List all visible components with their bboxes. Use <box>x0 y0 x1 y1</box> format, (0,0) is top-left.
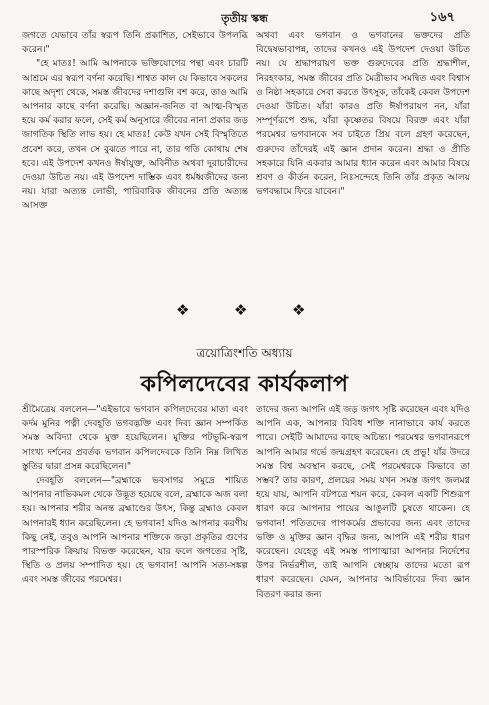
flower-ornament-icon: ❖ <box>234 301 248 319</box>
chapter-title: কপিলদেবের কার্যকলাপ <box>140 371 349 397</box>
lower-right-column <box>256 403 470 703</box>
paragraph: "হে মাতঃ! আমি আপনাকে ভক্তিযোগের পন্থা এবং চারটি আশ্রমে এর স্বরূপ বর্ণনা করেছি। শাশ্বত কাল যে কিভাবে সকলের কাছে অদৃশ্য থেকে, সমস্ত জীবদের দশাগুলি বশ করে, তাও আমি আপনার কাছে বর্ণনা করেছি। অজ্ঞান-জনিত বা আত্ম-বিস্মৃত হয়ে কর্ম করার ফলে, সেই কর্ম অনুসারে জীবের নানা প্রকার জড় জাগতিক স্থিতি লাভ হয়। হে মাতঃ! কেউ যখন সেই বিস্মৃতিতে প্রবেশ করে, তখন সে বুঝতে পারে না, তার গতি কোথায় শেষ হবে। এই উপদেশ কখনও ঈর্ষাযুক্ত, অবিনীত অথবা দুরাচারীদের দেওয়া উচিত নয়। এই উপদেশ দাম্ভিক এবং ধর্মধ্বজীদের জন্য নয়। যারা অত্যন্ত লোভী, পারিবারিক জীবনের প্রতি অত্যন্ত আসক্ত <box>22 58 248 212</box>
section-title: তৃতীয় স্কন্ধ <box>221 12 268 25</box>
paragraph: শ্রীমৈত্রেয় বললেন—"এইভাবে ভগবান কপিলদেবের মাতা এবং কর্দম মুনির পত্নী দেবহূতি ভগবদ্ভক্তি এবং দিব্য জ্ঞান সম্পর্কিত সমস্ত অবিদ্যা থেকে মুক্ত হয়েছিলেন। মুক্তির পটভূমি-স্বরূপ সাংখ্য দর্শনের প্রবর্তক ভগবান কপিলদেবকে তিনি নিম্ন লিখিত স্তুতির দ্বারা প্রসন্ন করেছিলেন।" <box>22 404 248 472</box>
upper-left-column <box>22 29 248 300</box>
running-header <box>30 8 459 26</box>
upper-right-column <box>256 29 470 300</box>
ornament-row <box>0 301 489 319</box>
flower-ornament-icon: ❖ <box>292 301 306 319</box>
paragraph: অথবা এবং ভগবান ও ভগবানের ভক্তদের প্রতি বিদ্বেষভাবাপন্ন, তাদের কখনও এই উপদেশ দেওয়া উচিত নয়। যে শ্রদ্ধাপরায়ণ ভক্ত গুরুদেবের প্রতি শ্রদ্ধাশীল, নিরহংকার, সমস্ত জীবের প্রতি মৈত্রীভাব সমন্বিত এবং বিশ্বাস ও নিষ্ঠা সহকারে সেবা করতে উৎসুক, তাঁকেই কেবল উপদেশ দেওয়া উচিত। যাঁরা কারও প্রতি ঈর্ষাপরায়ণ নন, যাঁরা সম্পূর্ণরূপে শুদ্ধ, যাঁরা কৃষ্ণেতর বিষয়ে বিরক্ত এবং যাঁরা পরমেশ্বর ভগবানকে সব চাইতে প্রিয় বলে গ্রহণ করেছেন, গুরুদেব তাঁদেরই এই জ্ঞান প্রদান করেন। শ্রদ্ধা ও প্রীতি সহকারে যিনি একবার আমার ধ্যান করেন এবং আমার বিষয়ে শ্রবণ ও কীর্তন করেন, নিঃসন্দেহে তিনি তাঁর প্রকৃত আলয় ভগবদ্ধামে ফিরে যাবেন।" <box>256 30 470 198</box>
paragraph: দেবহূতি বললেন—"ব্রহ্মাকে ভবসাগর সমুদ্রে শায়িত আপনার নাভিকমল থেকে উদ্ভূত হয়েছে বলে, ব্রহ্মাকে অজ বলা হয়। আপনার শরীর অনন্ত ব্রহ্মাণ্ডের উৎস, কিন্তু ব্রহ্মাও কেবল আপনারই ধ্যান করেছিলেন। হে ভগবান! যদিও আপনার করণীয় কিছু নেই, তবুও আপনি আপনার শক্তিকে জড়া প্রকৃতির গুণের পারস্পরিক ক্রিয়ায় বিভক্ত করেছেন, যার ফলে জগতের সৃষ্টি, স্থিতি ও প্রলয় সম্পাদিত হয়। হে ভগবান! আপনি সত্য-সঙ্কল্প এবং সমস্ত জীবের পরমেশ্বর। <box>22 475 248 586</box>
flower-ornament-icon: ❖ <box>176 301 190 319</box>
paragraph: জগতে যেভাবে তাঁর স্বরূপ তিনি প্রকাশিত, সেইভাবে উপলব্ধি করেন।" <box>22 30 248 56</box>
paragraph: তাদের জন্য আপনি এই জড় জগৎ সৃষ্টি করেছেন এবং যদিও আপনি এক, আপনার বিবিধ শক্তি নানাভাবে কার্য করতে পারে। সেইটি আমাদের কাছে অচিন্ত্য। পরমেশ্বর ভগবানরূপে আপনি আমার গর্ভে জন্মগ্রহণ করেছেন। হে প্রভু! যাঁর উদরে সমস্ত বিশ্ব অবস্থান করছে, সেই পরমেশ্বরকে কিভাবে তা সম্ভব? তার কারণ, প্রলয়ের সময় যখন সমস্ত জগৎ জলমগ্ন হয়ে যায়, আপনি বটপত্রে শয়ন করে, কেবল একটি শিশুরূপ ধারণ করে আপনার পায়ের আঙুলটি চুষতে থাকেন। হে ভগবান! পতিতদের পাপকর্মের প্রভাবের জন্য এবং তাদের ভক্তি ও মুক্তির জ্ঞান বৃদ্ধির জন্য, আপনি এই শরীর ধারণ করেছেন। যেহেতু এই সমস্ত পাপাত্মারা আপনার নির্দেশের উপর নির্ভরশীল, তাই আপনি স্বেচ্ছায় তাদের মতো রূপ ধারণ করেছেন। যেমন, আপনার আবির্ভাবের দিব্য জ্ঞান বিতরণ করার জন্য <box>256 404 470 600</box>
lower-left-column <box>22 403 248 703</box>
chapter-number: ত্রয়োত্রিংশতি অধ্যায় <box>196 346 293 360</box>
page-number: ১৬৭ <box>429 10 455 25</box>
